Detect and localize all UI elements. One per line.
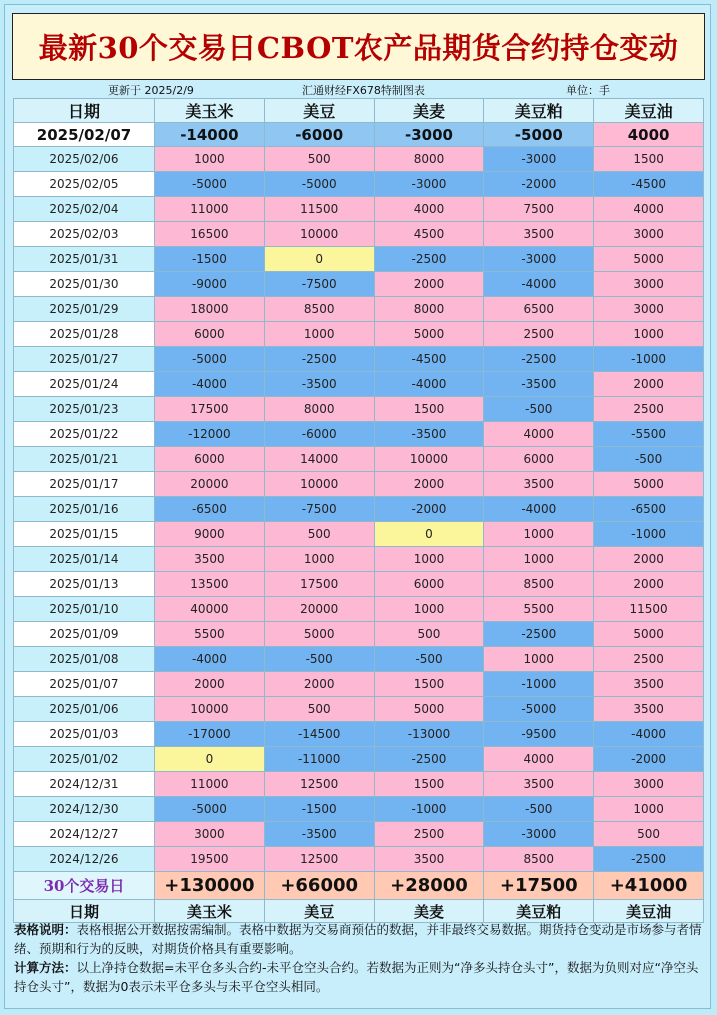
row-value: 3500 — [484, 772, 594, 797]
row-value: 4000 — [484, 422, 594, 447]
row-value: 8500 — [484, 847, 594, 872]
row-value: -500 — [484, 397, 594, 422]
row-value: 1500 — [374, 772, 484, 797]
row-value: 500 — [264, 697, 374, 722]
row-value: -5000 — [155, 172, 265, 197]
table-row — [14, 647, 704, 672]
table-row — [14, 422, 704, 447]
column-header: 美豆 — [264, 99, 374, 123]
table-row — [14, 472, 704, 497]
row-date: 2024/12/27 — [14, 822, 155, 847]
row-value: 5000 — [264, 622, 374, 647]
row-date: 2025/01/23 — [14, 397, 155, 422]
row-value: -1000 — [374, 797, 484, 822]
source-label: 汇通财经FX678特制图表 — [302, 84, 425, 97]
row-value: 1000 — [484, 647, 594, 672]
row-value: 0 — [374, 522, 484, 547]
row-value: -2500 — [374, 747, 484, 772]
row-value: -2000 — [484, 172, 594, 197]
row-date: 2025/02/05 — [14, 172, 155, 197]
row-date: 2025/01/22 — [14, 422, 155, 447]
row-value: 3500 — [155, 547, 265, 572]
latest-date: 2025/02/07 — [14, 123, 155, 147]
latest-value: 4000 — [594, 123, 704, 147]
row-value: -2500 — [374, 247, 484, 272]
calc-note-text: 以上净持仓数据=未平仓多头合约-未平仓空头合约。若数据为正则为“净多头持仓头寸”，数据为负则对应“净空头持仓头寸”，数据为0表示未平仓多头与未平仓空头相同。 — [14, 960, 699, 994]
row-value: -5000 — [155, 797, 265, 822]
column-header: 美豆油 — [594, 99, 704, 123]
row-value: 1500 — [374, 397, 484, 422]
row-date: 2024/12/30 — [14, 797, 155, 822]
column-footer: 美豆粕 — [484, 900, 594, 923]
row-value: 13500 — [155, 572, 265, 597]
row-value: 20000 — [264, 597, 374, 622]
row-date: 2025/01/14 — [14, 547, 155, 572]
row-value: -2500 — [264, 347, 374, 372]
row-value: 2000 — [374, 272, 484, 297]
row-value: 2000 — [594, 547, 704, 572]
unit-label: 单位：手 — [566, 84, 610, 97]
row-date: 2025/01/10 — [14, 597, 155, 622]
row-date: 2025/01/07 — [14, 672, 155, 697]
column-header: 美玉米 — [155, 99, 265, 123]
row-value: -5500 — [594, 422, 704, 447]
row-value: 8500 — [264, 297, 374, 322]
row-value: 3500 — [594, 697, 704, 722]
row-value: 2500 — [484, 322, 594, 347]
row-date: 2025/02/06 — [14, 147, 155, 172]
table-row — [14, 497, 704, 522]
row-value: 1000 — [594, 322, 704, 347]
table-row — [14, 197, 704, 222]
row-value: 3500 — [484, 222, 594, 247]
table-note — [14, 920, 704, 958]
row-date: 2024/12/26 — [14, 847, 155, 872]
row-value: 18000 — [155, 297, 265, 322]
row-date: 2025/02/03 — [14, 222, 155, 247]
row-value: -4000 — [484, 272, 594, 297]
row-value: 2000 — [374, 472, 484, 497]
row-date: 2025/01/31 — [14, 247, 155, 272]
row-value: -3500 — [374, 422, 484, 447]
row-value: -5000 — [264, 172, 374, 197]
latest-value: -14000 — [155, 123, 265, 147]
table-row — [14, 797, 704, 822]
row-value: 19500 — [155, 847, 265, 872]
row-value: 8000 — [374, 297, 484, 322]
row-value: 10000 — [374, 447, 484, 472]
row-value: -6500 — [155, 497, 265, 522]
row-value: 2000 — [594, 372, 704, 397]
table-row — [14, 172, 704, 197]
row-value: 6000 — [374, 572, 484, 597]
row-value: 2500 — [374, 822, 484, 847]
table-row — [14, 222, 704, 247]
table-row — [14, 697, 704, 722]
column-footer: 美豆油 — [594, 900, 704, 923]
row-value: 10000 — [155, 697, 265, 722]
row-value: -4000 — [155, 372, 265, 397]
row-date: 2025/01/30 — [14, 272, 155, 297]
row-date: 2025/01/09 — [14, 622, 155, 647]
row-value: 4000 — [594, 197, 704, 222]
summary-value: +41000 — [594, 872, 704, 900]
row-value: -4000 — [374, 372, 484, 397]
summary-label: 30个交易日 — [14, 872, 155, 900]
row-date: 2024/12/31 — [14, 772, 155, 797]
table-row — [14, 622, 704, 647]
header-row — [14, 99, 704, 123]
column-header: 日期 — [14, 99, 155, 123]
row-value: 20000 — [155, 472, 265, 497]
row-value: 1000 — [374, 547, 484, 572]
row-date: 2025/01/13 — [14, 572, 155, 597]
row-value: -9500 — [484, 722, 594, 747]
table-row — [14, 272, 704, 297]
row-value: 3000 — [594, 297, 704, 322]
row-value: 3000 — [594, 772, 704, 797]
column-footer: 美麦 — [374, 900, 484, 923]
table-row — [14, 297, 704, 322]
row-value: 1000 — [264, 547, 374, 572]
row-value: 14000 — [264, 447, 374, 472]
row-value: -12000 — [155, 422, 265, 447]
table-row — [14, 397, 704, 422]
row-value: 6500 — [484, 297, 594, 322]
calc-note-label: 计算方法： — [14, 960, 77, 975]
row-value: 11500 — [264, 197, 374, 222]
row-value: 12500 — [264, 772, 374, 797]
row-value: -7500 — [264, 497, 374, 522]
row-date: 2025/01/08 — [14, 647, 155, 672]
row-value: -3000 — [484, 247, 594, 272]
row-value: -13000 — [374, 722, 484, 747]
row-value: -5000 — [484, 697, 594, 722]
table-row — [14, 247, 704, 272]
table-row — [14, 547, 704, 572]
summary-value: +130000 — [155, 872, 265, 900]
row-value: 11000 — [155, 197, 265, 222]
row-date: 2025/01/24 — [14, 372, 155, 397]
position-table — [13, 98, 704, 923]
row-value: 11500 — [594, 597, 704, 622]
table-row — [14, 822, 704, 847]
column-header: 美麦 — [374, 99, 484, 123]
row-value: 5000 — [594, 247, 704, 272]
row-value: 3500 — [484, 472, 594, 497]
row-value: 8000 — [374, 147, 484, 172]
row-value: 0 — [264, 247, 374, 272]
row-value: 500 — [594, 822, 704, 847]
row-value: -500 — [484, 797, 594, 822]
row-value: 40000 — [155, 597, 265, 622]
row-value: -2500 — [484, 347, 594, 372]
table-row — [14, 672, 704, 697]
row-date: 2025/01/17 — [14, 472, 155, 497]
row-value: -2000 — [374, 497, 484, 522]
row-date: 2025/01/28 — [14, 322, 155, 347]
row-value: 1000 — [484, 547, 594, 572]
row-date: 2025/02/04 — [14, 197, 155, 222]
row-value: 1000 — [484, 522, 594, 547]
row-value: 3500 — [374, 847, 484, 872]
row-value: 7500 — [484, 197, 594, 222]
row-value: 6000 — [155, 447, 265, 472]
row-value: 4000 — [484, 747, 594, 772]
row-date: 2025/01/16 — [14, 497, 155, 522]
row-value: 9000 — [155, 522, 265, 547]
row-value: 17500 — [264, 572, 374, 597]
row-date: 2025/01/03 — [14, 722, 155, 747]
row-value: -3000 — [484, 147, 594, 172]
updated-date: 更新于 2025/2/9 — [108, 84, 194, 97]
row-value: -3000 — [374, 172, 484, 197]
row-value: 10000 — [264, 222, 374, 247]
table-row — [14, 347, 704, 372]
summary-row — [14, 872, 704, 900]
row-value: -11000 — [264, 747, 374, 772]
row-value: -7500 — [264, 272, 374, 297]
row-value: -14500 — [264, 722, 374, 747]
row-value: 10000 — [264, 472, 374, 497]
table-row — [14, 372, 704, 397]
row-value: -4000 — [484, 497, 594, 522]
table-row — [14, 847, 704, 872]
row-value: 2500 — [594, 397, 704, 422]
row-value: 12500 — [264, 847, 374, 872]
row-value: 2000 — [594, 572, 704, 597]
row-value: -17000 — [155, 722, 265, 747]
row-value: 17500 — [155, 397, 265, 422]
calc-note — [14, 958, 704, 996]
row-value: -1000 — [594, 347, 704, 372]
row-value: 500 — [264, 522, 374, 547]
page-title: 最新30个交易日CBOT农产品期货合约持仓变动 — [38, 31, 679, 65]
row-value: -3500 — [264, 822, 374, 847]
latest-row — [14, 123, 704, 147]
row-value: -500 — [594, 447, 704, 472]
latest-value: -5000 — [484, 123, 594, 147]
row-value: 2000 — [155, 672, 265, 697]
row-value: -3500 — [264, 372, 374, 397]
table-row — [14, 522, 704, 547]
row-value: 0 — [155, 747, 265, 772]
row-value: -500 — [264, 647, 374, 672]
row-value: 8000 — [264, 397, 374, 422]
row-value: -4500 — [594, 172, 704, 197]
table-row — [14, 147, 704, 172]
table-row — [14, 322, 704, 347]
row-value: 1500 — [374, 672, 484, 697]
row-value: -4500 — [374, 347, 484, 372]
column-footer: 美玉米 — [155, 900, 265, 923]
row-value: 5000 — [594, 622, 704, 647]
row-value: 1500 — [594, 147, 704, 172]
row-value: -500 — [374, 647, 484, 672]
column-footer: 日期 — [14, 900, 155, 923]
summary-value: +28000 — [374, 872, 484, 900]
row-value: -3000 — [484, 822, 594, 847]
row-value: -4000 — [594, 722, 704, 747]
table-row — [14, 597, 704, 622]
row-value: 4000 — [374, 197, 484, 222]
row-date: 2025/01/06 — [14, 697, 155, 722]
summary-value: +17500 — [484, 872, 594, 900]
table-note-label: 表格说明： — [14, 922, 77, 937]
row-value: 8500 — [484, 572, 594, 597]
row-value: 1000 — [155, 147, 265, 172]
row-value: 2000 — [264, 672, 374, 697]
row-date: 2025/01/21 — [14, 447, 155, 472]
notes-section — [14, 920, 704, 996]
row-value: -9000 — [155, 272, 265, 297]
row-value: -4000 — [155, 647, 265, 672]
column-footer: 美豆 — [264, 900, 374, 923]
latest-value: -6000 — [264, 123, 374, 147]
row-value: 3000 — [155, 822, 265, 847]
row-value: 3000 — [594, 272, 704, 297]
summary-value: +66000 — [264, 872, 374, 900]
row-date: 2025/01/27 — [14, 347, 155, 372]
row-value: -6500 — [594, 497, 704, 522]
row-value: 5500 — [484, 597, 594, 622]
row-value: -3500 — [484, 372, 594, 397]
row-value: 1000 — [374, 597, 484, 622]
row-value: 3000 — [594, 222, 704, 247]
row-value: 500 — [374, 622, 484, 647]
row-value: 5000 — [374, 697, 484, 722]
table-row — [14, 447, 704, 472]
table-row — [14, 747, 704, 772]
table-row — [14, 772, 704, 797]
table-note-text: 表格根据公开数据按需编制。表格中数据为交易商预估的数据，并非最终交易数据。期货持仓变动是市场参与者情绪、预期和行为的反映，对期货价格具有重要影响。 — [14, 922, 702, 956]
row-value: 500 — [264, 147, 374, 172]
row-value: 6000 — [155, 322, 265, 347]
row-value: 1000 — [594, 797, 704, 822]
latest-value: -3000 — [374, 123, 484, 147]
row-value: 11000 — [155, 772, 265, 797]
row-value: 3500 — [594, 672, 704, 697]
row-value: 4500 — [374, 222, 484, 247]
row-value: -6000 — [264, 422, 374, 447]
title-banner — [12, 13, 705, 80]
row-value: -1500 — [155, 247, 265, 272]
row-date: 2025/01/29 — [14, 297, 155, 322]
row-value: -1000 — [484, 672, 594, 697]
row-value: -2500 — [594, 847, 704, 872]
row-value: -2000 — [594, 747, 704, 772]
row-value: -1000 — [594, 522, 704, 547]
row-value: 1000 — [264, 322, 374, 347]
row-value: -1500 — [264, 797, 374, 822]
row-value: 5000 — [374, 322, 484, 347]
table-row — [14, 722, 704, 747]
row-value: 5500 — [155, 622, 265, 647]
table-row — [14, 572, 704, 597]
row-value: 16500 — [155, 222, 265, 247]
row-value: -5000 — [155, 347, 265, 372]
row-value: 5000 — [594, 472, 704, 497]
row-value: 6000 — [484, 447, 594, 472]
row-date: 2025/01/02 — [14, 747, 155, 772]
row-value: -2500 — [484, 622, 594, 647]
row-value: 2500 — [594, 647, 704, 672]
row-date: 2025/01/15 — [14, 522, 155, 547]
column-header: 美豆粕 — [484, 99, 594, 123]
